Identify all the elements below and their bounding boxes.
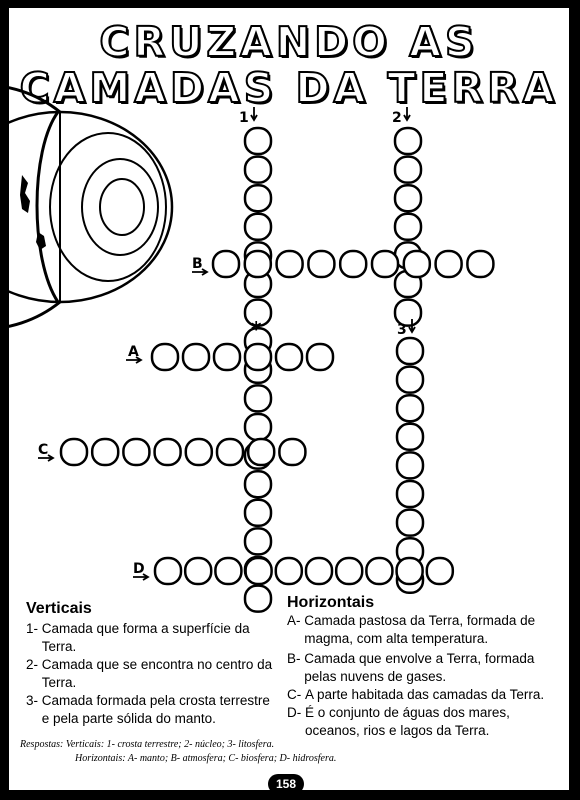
arrow-down-icon (404, 107, 410, 120)
vertical-label-2: 2 (392, 110, 402, 126)
crossword-cell-ha[interactable] (183, 344, 209, 370)
crossword-cell-v1[interactable] (245, 214, 271, 240)
crossword-cell-hd[interactable] (155, 558, 181, 584)
answers-footnote (20, 738, 550, 766)
star-marker: * (251, 317, 262, 341)
vertical-label-1: 1 (239, 110, 249, 126)
crossword-cell-v1[interactable] (245, 157, 271, 183)
vertical-clue-2 (26, 656, 276, 692)
horizontal-label-b: B (192, 256, 203, 272)
crossword-cell-v1[interactable] (245, 528, 271, 554)
horizontal-clue-a (287, 612, 562, 648)
continent-shape-2 (36, 232, 46, 250)
crossword-cell-v3[interactable] (397, 395, 423, 421)
crossword-cell-v2[interactable] (395, 185, 421, 211)
crossword-cell-hd[interactable] (276, 558, 302, 584)
crossword-cell-v2[interactable] (395, 128, 421, 154)
verticais-heading: Verticais (26, 600, 92, 617)
crossword-cell-ha[interactable] (245, 344, 271, 370)
crossword-cell-hb[interactable] (213, 251, 239, 277)
crossword-cell-v3[interactable] (397, 452, 423, 478)
clue-number: D- (287, 705, 302, 720)
earth-layers-illustration (0, 85, 172, 329)
crossword-cell-v3[interactable] (397, 367, 423, 393)
crossword-cell-v1[interactable] (245, 185, 271, 211)
crossword-cell-hd[interactable] (397, 558, 423, 584)
crossword-cell-v1[interactable] (245, 586, 271, 612)
clue-text: É o conjunto de águas dos mares, oceanos, rios e lagos da Terra. (305, 705, 510, 738)
crossword-cell-v2[interactable] (395, 214, 421, 240)
crossword-cell-hd[interactable] (246, 558, 272, 584)
crossword-cell-v3[interactable] (397, 481, 423, 507)
clue-number: 2- (26, 657, 39, 672)
crossword-cell-ha[interactable] (307, 344, 333, 370)
earth-outer-core (82, 159, 158, 255)
vertical-clue-1 (26, 620, 276, 656)
vertical-label-3: 3 (397, 322, 407, 338)
earth-cut-face (37, 112, 58, 302)
horizontais-heading: Horizontais (287, 594, 375, 611)
crossword-cell-hb[interactable] (308, 251, 334, 277)
horizontal-label-c: C (38, 442, 49, 458)
crossword-cell-hd[interactable] (185, 558, 211, 584)
horizontal-label-d: D (133, 561, 145, 577)
clue-number: A- (287, 613, 301, 628)
crossword-cell-hb[interactable] (340, 251, 366, 277)
earth-mantle (50, 133, 166, 281)
crossword-cell-hd[interactable] (215, 558, 241, 584)
clue-text: Camada que se encontra no centro da Terra. (41, 657, 273, 690)
title-line-1: CRUZANDO AS (99, 18, 479, 66)
crossword-cell-v1[interactable] (245, 414, 271, 440)
crossword-cell-v1[interactable] (245, 128, 271, 154)
crossword-cell-hb[interactable] (245, 251, 271, 277)
crossword-cell-hd[interactable] (306, 558, 332, 584)
clue-text: Camada que envolve a Terra, formada pelas nuvens de gases. (304, 651, 535, 684)
answers-verticais: Respostas: Verticais: 1- crosta terrestre; 2- núcleo; 3- litosfera. (20, 739, 275, 750)
clue-text: Camada pastosa da Terra, formada de magma, com alta temperatura. (304, 613, 536, 646)
crossword-cell-v3[interactable] (397, 510, 423, 536)
crossword-cell-v1[interactable] (245, 471, 271, 497)
crossword-cell-hd[interactable] (336, 558, 362, 584)
arrow-down-icon (251, 107, 257, 120)
crossword-cell-ha[interactable] (152, 344, 178, 370)
page-number: 158 (268, 774, 304, 794)
crossword-cell-v2[interactable] (395, 157, 421, 183)
clue-text: A parte habitada das camadas da Terra. (305, 687, 545, 702)
crossword-cell-hc[interactable] (92, 439, 118, 465)
earth-inner-core (100, 179, 144, 235)
crossword-cell-hc[interactable] (248, 439, 274, 465)
crossword-cell-hb[interactable] (277, 251, 303, 277)
crossword-cells (61, 128, 493, 612)
clue-number: C- (287, 687, 302, 702)
clue-text: Camada que forma a superfície da Terra. (41, 621, 250, 654)
title-line-2: CAMADAS DA TERRA (19, 64, 559, 112)
crossword-cell-ha[interactable] (214, 344, 240, 370)
crossword-cell-hc[interactable] (186, 439, 212, 465)
crossword-cell-hb[interactable] (436, 251, 462, 277)
crossword-cell-hc[interactable] (155, 439, 181, 465)
clue-number: 3- (26, 693, 39, 708)
clue-text: Camada formada pela crosta terrestre e pela parte sólida do manto. (41, 693, 270, 726)
crossword-cell-v3[interactable] (397, 338, 423, 364)
crossword-cell-hd[interactable] (366, 558, 392, 584)
horizontal-clue-d (287, 704, 562, 740)
crossword-cell-hc[interactable] (279, 439, 305, 465)
continent-shape (20, 175, 30, 213)
clue-number: B- (287, 651, 301, 666)
crossword-cell-hb[interactable] (372, 251, 398, 277)
crossword-cell-hc[interactable] (61, 439, 87, 465)
horizontal-clue-b (287, 650, 562, 686)
crossword-cell-ha[interactable] (276, 344, 302, 370)
answers-horizontais: Horizontais: A- manto; B- atmosfera; C- biosfera; D- hidrosfera. (75, 753, 337, 764)
crossword-cell-hc[interactable] (123, 439, 149, 465)
clue-number: 1- (26, 621, 39, 636)
crossword-cell-v1[interactable] (245, 500, 271, 526)
crossword-cell-hb[interactable] (404, 251, 430, 277)
horizontal-clue-c (287, 686, 562, 704)
crossword-cell-hc[interactable] (217, 439, 243, 465)
crossword-cell-v3[interactable] (397, 424, 423, 450)
horizontal-label-a: A (128, 344, 139, 360)
crossword-cell-v1[interactable] (245, 385, 271, 411)
crossword-cell-hb[interactable] (467, 251, 493, 277)
crossword-cell-hd[interactable] (427, 558, 453, 584)
vertical-clue-3 (26, 692, 276, 728)
